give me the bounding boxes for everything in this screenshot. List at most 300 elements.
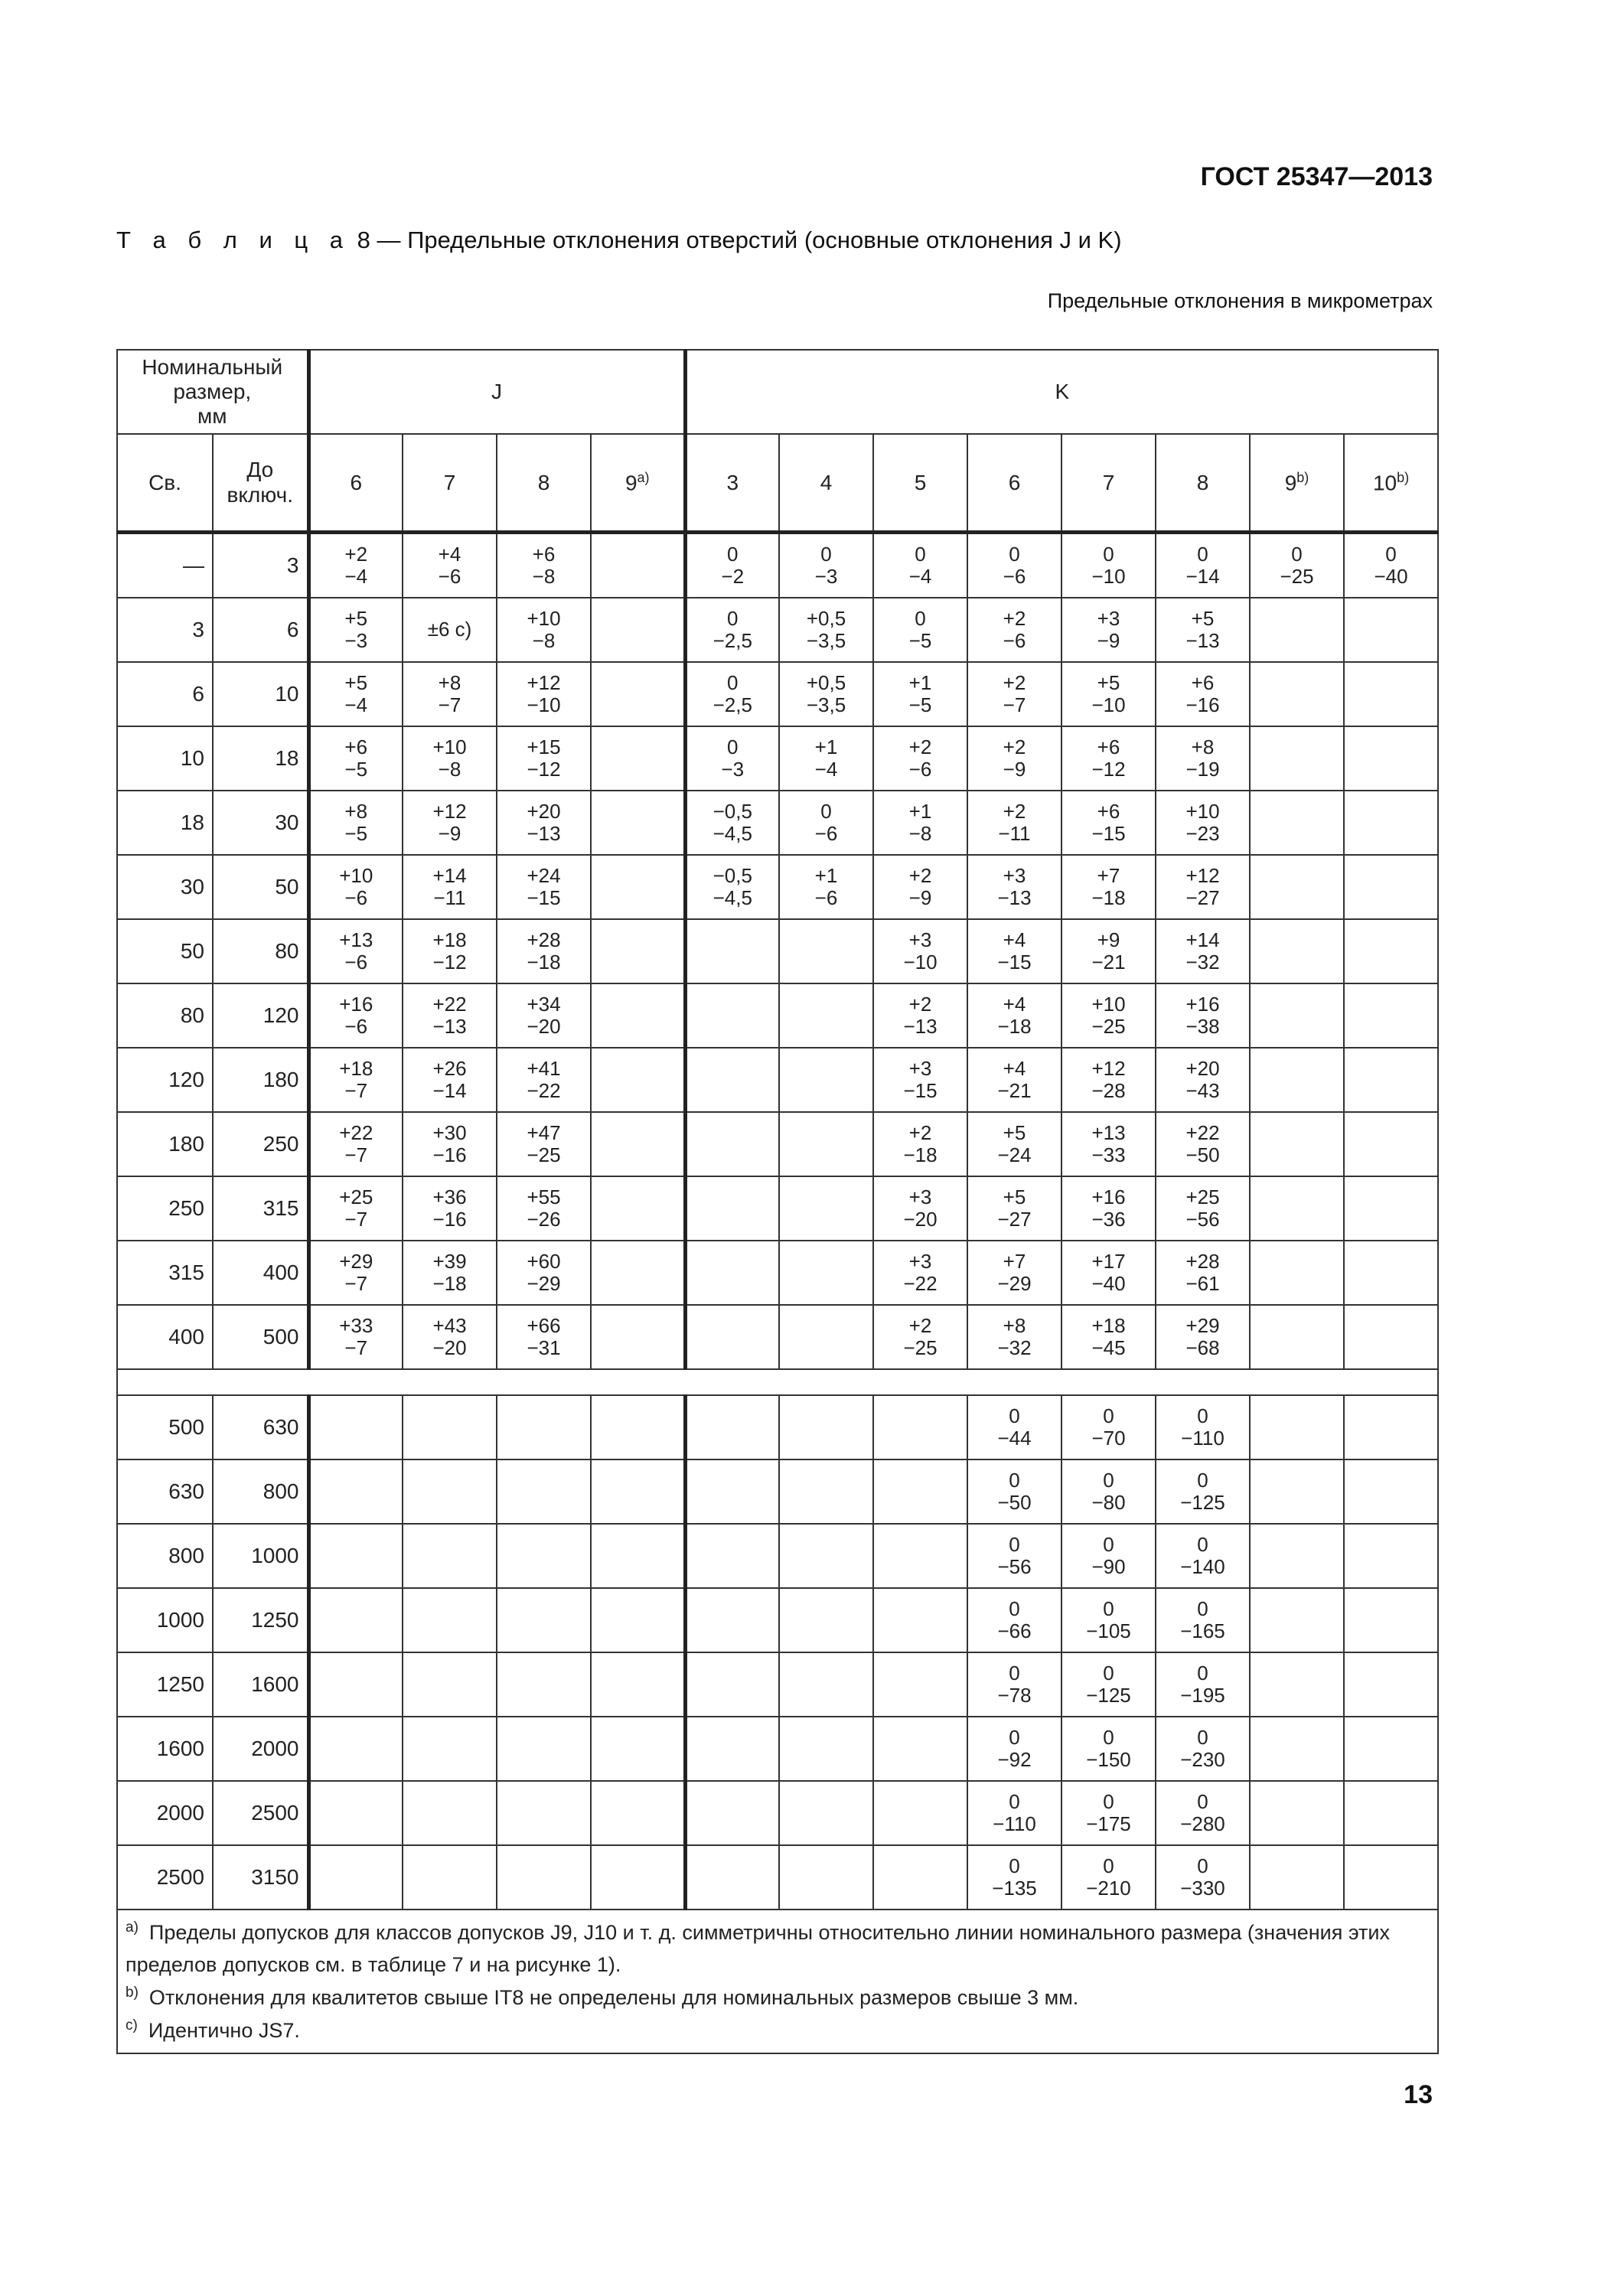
- upper-deviation: 0: [727, 542, 739, 566]
- footnotes: [117, 1910, 1438, 2053]
- deviation-cell: [685, 1241, 779, 1305]
- lower-deviation: −36: [1091, 1208, 1126, 1231]
- lower-deviation: −43: [1185, 1079, 1220, 1102]
- deviation-cell: [1250, 1652, 1344, 1717]
- deviation-cell: [873, 1717, 967, 1781]
- lower-deviation: −4: [344, 565, 368, 588]
- deviation-cell: [685, 662, 779, 726]
- table-row: [117, 919, 1438, 983]
- deviation-cell: [779, 983, 873, 1048]
- size-to: 10: [213, 662, 308, 726]
- upper-deviation: 0: [1009, 1661, 1020, 1684]
- deviation-cell: [1061, 1524, 1156, 1588]
- deviation-cell: [873, 855, 967, 919]
- grade-header: [497, 434, 591, 533]
- lower-deviation: −25: [1091, 1015, 1126, 1038]
- lower-deviation: −18: [527, 951, 561, 974]
- upper-deviation: +18: [432, 928, 467, 951]
- lower-deviation: −22: [903, 1272, 938, 1295]
- deviations-table: [116, 349, 1439, 2054]
- lower-deviation: −105: [1086, 1619, 1131, 1642]
- size-to: 30: [213, 791, 308, 855]
- lower-deviation: −3: [814, 565, 838, 588]
- deviation-cell: [1156, 1652, 1250, 1717]
- lower-deviation: −6: [814, 886, 838, 909]
- grade-header: [873, 434, 967, 533]
- deviation-cell: [779, 1176, 873, 1241]
- deviation-cell: [1156, 1781, 1250, 1845]
- deviation-cell: [308, 1845, 403, 1910]
- upper-deviation: +24: [527, 863, 561, 887]
- lower-deviation: −5: [344, 758, 368, 781]
- upper-deviation: −0,5: [713, 863, 752, 887]
- deviation-cell: [685, 1459, 779, 1524]
- deviation-cell: [779, 1717, 873, 1781]
- table-row: [117, 1781, 1438, 1845]
- deviation-cell: [1061, 1717, 1156, 1781]
- size-to: 2500: [213, 1781, 308, 1845]
- lower-deviation: −7: [1003, 693, 1026, 716]
- lower-deviation: −20: [527, 1015, 561, 1038]
- lower-deviation: −14: [1185, 565, 1220, 588]
- size-to: 120: [213, 983, 308, 1048]
- upper-deviation: +47: [527, 1120, 561, 1144]
- upper-deviation: +6: [1097, 799, 1120, 823]
- deviation-cell: [779, 1305, 873, 1369]
- deviation-cell: [497, 1524, 591, 1588]
- lower-deviation: −31: [527, 1336, 561, 1359]
- upper-deviation: +2: [1003, 606, 1026, 630]
- upper-deviation: +12: [432, 799, 467, 823]
- deviation-cell: [685, 1524, 779, 1588]
- grade-header: [1061, 434, 1156, 533]
- upper-deviation: 0: [1009, 1532, 1020, 1556]
- deviation-cell: [1061, 1048, 1156, 1112]
- upper-deviation: +18: [339, 1056, 373, 1080]
- deviation-cell: [1156, 791, 1250, 855]
- size-from: 400: [117, 1305, 213, 1369]
- lower-deviation: −6: [1003, 629, 1026, 652]
- deviation-cell: [1250, 1112, 1344, 1176]
- lower-deviation: −13: [432, 1015, 467, 1038]
- deviation-cell: [1250, 1048, 1344, 1112]
- lower-deviation: −80: [1091, 1491, 1126, 1514]
- footnote-text: Идентично JS7.: [148, 2018, 300, 2042]
- upper-deviation: +10: [432, 735, 467, 758]
- deviation-cell: [497, 1395, 591, 1459]
- size-from: 180: [117, 1112, 213, 1176]
- deviation-cell: [1061, 1395, 1156, 1459]
- deviation-cell: [873, 1395, 967, 1459]
- upper-deviation: +10: [527, 606, 561, 630]
- size-from: 3: [117, 598, 213, 662]
- upper-deviation: +5: [344, 606, 368, 630]
- deviation-cell: [308, 1176, 403, 1241]
- lower-deviation: −4: [908, 565, 932, 588]
- lower-deviation: −9: [1003, 758, 1026, 781]
- grade-header: [1156, 434, 1250, 533]
- lower-deviation: −13: [997, 886, 1032, 909]
- upper-deviation: 0: [1009, 542, 1020, 566]
- upper-deviation: 0: [1103, 1596, 1114, 1620]
- deviation-cell: [1344, 1524, 1438, 1588]
- deviation-cell: [1061, 533, 1156, 598]
- upper-deviation: 0: [1197, 1661, 1208, 1684]
- to-header-line: включ.: [227, 482, 294, 507]
- grade-header: [591, 434, 685, 533]
- deviation-cell: [967, 1048, 1061, 1112]
- deviation-cell: [403, 1588, 497, 1652]
- table-row: [117, 1652, 1438, 1717]
- upper-deviation: +2: [908, 735, 932, 758]
- lower-deviation: −21: [1091, 951, 1126, 974]
- deviation-cell: [1250, 1395, 1344, 1459]
- lower-deviation: −15: [997, 951, 1032, 974]
- upper-deviation: +5: [1097, 670, 1120, 694]
- lower-deviation: −9: [1097, 629, 1120, 652]
- upper-deviation: +6: [1097, 735, 1120, 758]
- upper-deviation: +33: [339, 1313, 373, 1337]
- deviation-cell: [967, 1652, 1061, 1717]
- lower-deviation: −8: [532, 629, 556, 652]
- deviation-cell: [685, 1588, 779, 1652]
- size-from: 315: [117, 1241, 213, 1305]
- size-from: 250: [117, 1176, 213, 1241]
- upper-deviation: 0: [1103, 1725, 1114, 1749]
- footnote-mark: b): [126, 1984, 139, 2001]
- deviation-cell: [403, 1781, 497, 1845]
- upper-deviation: 0: [1291, 542, 1303, 566]
- upper-deviation: +66: [527, 1313, 561, 1337]
- deviation-cell: [403, 791, 497, 855]
- lower-deviation: −6: [344, 886, 368, 909]
- deviation-cell: [967, 1176, 1061, 1241]
- upper-deviation: +60: [527, 1249, 561, 1273]
- lower-deviation: −6: [908, 758, 932, 781]
- lower-deviation: −20: [903, 1208, 938, 1231]
- deviation-cell: [403, 1459, 497, 1524]
- deviation-cell: [873, 726, 967, 791]
- deviation-cell: [591, 1588, 685, 1652]
- upper-deviation: +10: [1185, 799, 1220, 823]
- lower-deviation: −5: [908, 629, 932, 652]
- size-from: 30: [117, 855, 213, 919]
- upper-deviation: +2: [908, 1313, 932, 1337]
- deviation-cell: [685, 919, 779, 983]
- deviation-cell: [1156, 919, 1250, 983]
- upper-deviation: +7: [1003, 1249, 1026, 1273]
- upper-deviation: +4: [1003, 1056, 1026, 1080]
- deviation-cell: [497, 1176, 591, 1241]
- lower-deviation: −8: [532, 565, 556, 588]
- deviation-cell: [1344, 598, 1438, 662]
- upper-deviation: +13: [339, 928, 373, 951]
- lower-deviation: −61: [1185, 1272, 1220, 1295]
- lower-deviation: −2,5: [713, 629, 752, 652]
- lower-deviation: −330: [1180, 1877, 1225, 1900]
- deviation-cell: [1156, 533, 1250, 598]
- deviation-cell: [1250, 598, 1344, 662]
- grade-label: 5: [914, 470, 927, 494]
- deviation-cell: [308, 1241, 403, 1305]
- upper-deviation: +1: [908, 799, 932, 823]
- deviation-cell: [1156, 1176, 1250, 1241]
- upper-deviation: +28: [1185, 1249, 1220, 1273]
- lower-deviation: −6: [1003, 565, 1026, 588]
- from-header: Св.: [117, 434, 213, 533]
- upper-deviation: +20: [1185, 1056, 1220, 1080]
- size-header: [117, 350, 308, 434]
- deviation-cell: [1061, 598, 1156, 662]
- lower-deviation: −18: [903, 1143, 938, 1166]
- deviation-cell: [1344, 1652, 1438, 1717]
- lower-deviation: −140: [1180, 1555, 1225, 1578]
- deviation-cell: [403, 1395, 497, 1459]
- deviation-cell: [308, 1717, 403, 1781]
- lower-deviation: −40: [1091, 1272, 1126, 1295]
- upper-deviation: +3: [1003, 863, 1026, 887]
- deviation-cell: [403, 983, 497, 1048]
- deviation-cell: [1156, 662, 1250, 726]
- upper-deviation: 0: [915, 542, 926, 566]
- upper-deviation: 0: [727, 735, 739, 758]
- deviation-cell: [685, 1176, 779, 1241]
- size-from: 1250: [117, 1652, 213, 1717]
- deviation-cell: [779, 1845, 873, 1910]
- deviation-cell: [497, 1048, 591, 1112]
- size-to: 800: [213, 1459, 308, 1524]
- deviation-cell: [1156, 1112, 1250, 1176]
- deviation-cell: [403, 1652, 497, 1717]
- upper-deviation: +16: [339, 992, 373, 1016]
- upper-deviation: +10: [1091, 992, 1126, 1016]
- lower-deviation: −27: [997, 1208, 1032, 1231]
- deviation-cell: [591, 1241, 685, 1305]
- upper-deviation: +1: [814, 863, 838, 887]
- deviation-cell: [1344, 1395, 1438, 1459]
- table-row: [117, 1112, 1438, 1176]
- upper-deviation: 0: [727, 670, 739, 694]
- upper-deviation: +25: [1185, 1185, 1220, 1208]
- deviation-cell: [1344, 1176, 1438, 1241]
- lower-deviation: −18: [1091, 886, 1126, 909]
- lower-deviation: −90: [1091, 1555, 1126, 1578]
- lower-deviation: −7: [344, 1272, 368, 1295]
- grade-header: [1344, 434, 1438, 533]
- size-header-line: размер,: [173, 379, 252, 403]
- deviation-cell: [403, 726, 497, 791]
- lower-deviation: −14: [432, 1079, 467, 1102]
- deviation-cell: [591, 983, 685, 1048]
- deviation-cell: [1250, 1524, 1344, 1588]
- deviation-cell: [1250, 919, 1344, 983]
- table-row: [117, 791, 1438, 855]
- deviation-cell: [591, 1845, 685, 1910]
- deviation-cell: [1156, 1845, 1250, 1910]
- deviation-cell: [873, 919, 967, 983]
- upper-deviation: +8: [1191, 735, 1215, 758]
- upper-deviation: +18: [1091, 1313, 1126, 1337]
- table-row: [117, 1048, 1438, 1112]
- upper-deviation: +12: [1091, 1056, 1126, 1080]
- lower-deviation: −15: [1091, 822, 1126, 845]
- deviation-cell: [497, 1652, 591, 1717]
- deviation-cell: [497, 1588, 591, 1652]
- deviation-cell: [1250, 791, 1344, 855]
- deviation-cell: [1061, 1781, 1156, 1845]
- grade-label: 8: [537, 470, 550, 494]
- deviation-cell: [497, 1845, 591, 1910]
- lower-deviation: −4,5: [713, 886, 752, 909]
- deviation-cell: [967, 1845, 1061, 1910]
- lower-deviation: −68: [1185, 1336, 1220, 1359]
- upper-deviation: 0: [1009, 1468, 1020, 1492]
- deviation-cell: [1061, 1305, 1156, 1369]
- deviation-cell: [308, 919, 403, 983]
- table-row: [117, 1588, 1438, 1652]
- deviation-cell: [779, 1395, 873, 1459]
- deviation-cell: [308, 1588, 403, 1652]
- deviation-cell: [403, 1845, 497, 1910]
- deviation-cell: [873, 1845, 967, 1910]
- lower-deviation: −210: [1086, 1877, 1131, 1900]
- deviation-cell: [1250, 662, 1344, 726]
- deviation-cell: [497, 983, 591, 1048]
- lower-deviation: −11: [433, 886, 466, 909]
- deviation-cell: [1344, 791, 1438, 855]
- lower-deviation: −135: [992, 1877, 1037, 1900]
- lower-deviation: −13: [1185, 629, 1220, 652]
- deviation-cell: [403, 1305, 497, 1369]
- to-header-line: До: [246, 458, 274, 482]
- upper-deviation: 0: [820, 799, 832, 823]
- deviation-cell: [1156, 855, 1250, 919]
- deviation-cell: [1156, 1588, 1250, 1652]
- deviation-cell: [497, 1241, 591, 1305]
- deviation-cell: [497, 1781, 591, 1845]
- deviation-cell: [685, 1395, 779, 1459]
- upper-deviation: +25: [339, 1185, 373, 1208]
- size-header-line: мм: [197, 404, 227, 429]
- deviation-cell: [308, 1652, 403, 1717]
- lower-deviation: −7: [438, 693, 461, 716]
- deviation-cell: [1061, 1176, 1156, 1241]
- deviation-cell: [308, 726, 403, 791]
- deviation-cell: [308, 791, 403, 855]
- deviation-cell: [308, 1459, 403, 1524]
- lower-deviation: −3,5: [806, 693, 846, 716]
- upper-deviation: +26: [432, 1056, 467, 1080]
- deviation-cell: [497, 662, 591, 726]
- deviation-cell: [873, 791, 967, 855]
- lower-deviation: −29: [997, 1272, 1032, 1295]
- upper-deviation: 0: [1197, 1532, 1208, 1556]
- deviation-cell: [1344, 533, 1438, 598]
- size-to: 50: [213, 855, 308, 919]
- deviation-cell: [1344, 1305, 1438, 1369]
- deviation-cell: [873, 1524, 967, 1588]
- deviation-cell: [1156, 1717, 1250, 1781]
- lower-deviation: −18: [997, 1015, 1032, 1038]
- upper-deviation: +2: [908, 1120, 932, 1144]
- upper-deviation: +29: [1185, 1313, 1220, 1337]
- grade-label: 7: [443, 470, 456, 494]
- size-header-line: Номинальный: [142, 354, 283, 379]
- lower-deviation: −6: [344, 1015, 368, 1038]
- lower-deviation: −23: [1185, 822, 1220, 845]
- lower-deviation: −32: [1185, 951, 1220, 974]
- deviation-cell: [1344, 1845, 1438, 1910]
- lower-deviation: −110: [993, 1812, 1036, 1835]
- deviation-cell: [497, 791, 591, 855]
- upper-deviation: +13: [1091, 1120, 1126, 1144]
- deviation-cell: [497, 1717, 591, 1781]
- deviation-cell: [591, 598, 685, 662]
- upper-deviation: +9: [1097, 928, 1120, 951]
- size-from: 1000: [117, 1588, 213, 1652]
- lower-deviation: −38: [1185, 1015, 1220, 1038]
- table-row: [117, 598, 1438, 662]
- upper-deviation: +8: [344, 799, 368, 823]
- footnote: [126, 1916, 1430, 1981]
- lower-deviation: −12: [1091, 758, 1126, 781]
- deviation-cell: [779, 1781, 873, 1845]
- deviation-cell: [685, 1112, 779, 1176]
- upper-deviation: +22: [339, 1120, 373, 1144]
- upper-deviation: +22: [1185, 1120, 1220, 1144]
- deviation-cell: [1344, 726, 1438, 791]
- upper-deviation: 0: [1103, 1789, 1114, 1813]
- size-from: 1600: [117, 1717, 213, 1781]
- lower-deviation: −175: [1086, 1812, 1131, 1835]
- upper-deviation: 0: [1103, 1661, 1114, 1684]
- upper-deviation: +14: [1185, 928, 1220, 951]
- upper-deviation: +3: [908, 1056, 932, 1080]
- upper-deviation: +41: [527, 1056, 561, 1080]
- size-from: 6: [117, 662, 213, 726]
- lower-deviation: −5: [908, 693, 932, 716]
- footnote-mark: a): [126, 1919, 139, 1936]
- deviation-cell: [308, 1395, 403, 1459]
- upper-deviation: +34: [527, 992, 561, 1016]
- deviation-cell: [1344, 1459, 1438, 1524]
- deviation-cell: [1156, 1305, 1250, 1369]
- deviation-cell: [779, 919, 873, 983]
- lower-deviation: −50: [1185, 1143, 1220, 1166]
- deviation-cell: [685, 726, 779, 791]
- upper-deviation: 0: [1385, 542, 1397, 566]
- lower-deviation: −15: [527, 886, 561, 909]
- deviation-cell: [779, 855, 873, 919]
- lower-deviation: −4,5: [713, 822, 752, 845]
- deviation-cell: [591, 1652, 685, 1717]
- lower-deviation: −3: [344, 629, 368, 652]
- lower-deviation: −7: [344, 1079, 368, 1102]
- deviation-cell: [873, 1176, 967, 1241]
- deviation-cell: [308, 1305, 403, 1369]
- upper-deviation: +36: [432, 1185, 467, 1208]
- grade-label: 9: [624, 471, 638, 495]
- grade-label: 8: [1196, 470, 1209, 494]
- upper-deviation: +12: [527, 670, 561, 694]
- grade-label: 9: [1284, 471, 1297, 495]
- lower-deviation: −40: [1374, 565, 1408, 588]
- lower-deviation: −7: [344, 1208, 368, 1231]
- page-number: 13: [1404, 2080, 1433, 2109]
- footnote: [126, 2014, 1430, 2047]
- upper-deviation: +2: [1003, 799, 1026, 823]
- table-row: [117, 1717, 1438, 1781]
